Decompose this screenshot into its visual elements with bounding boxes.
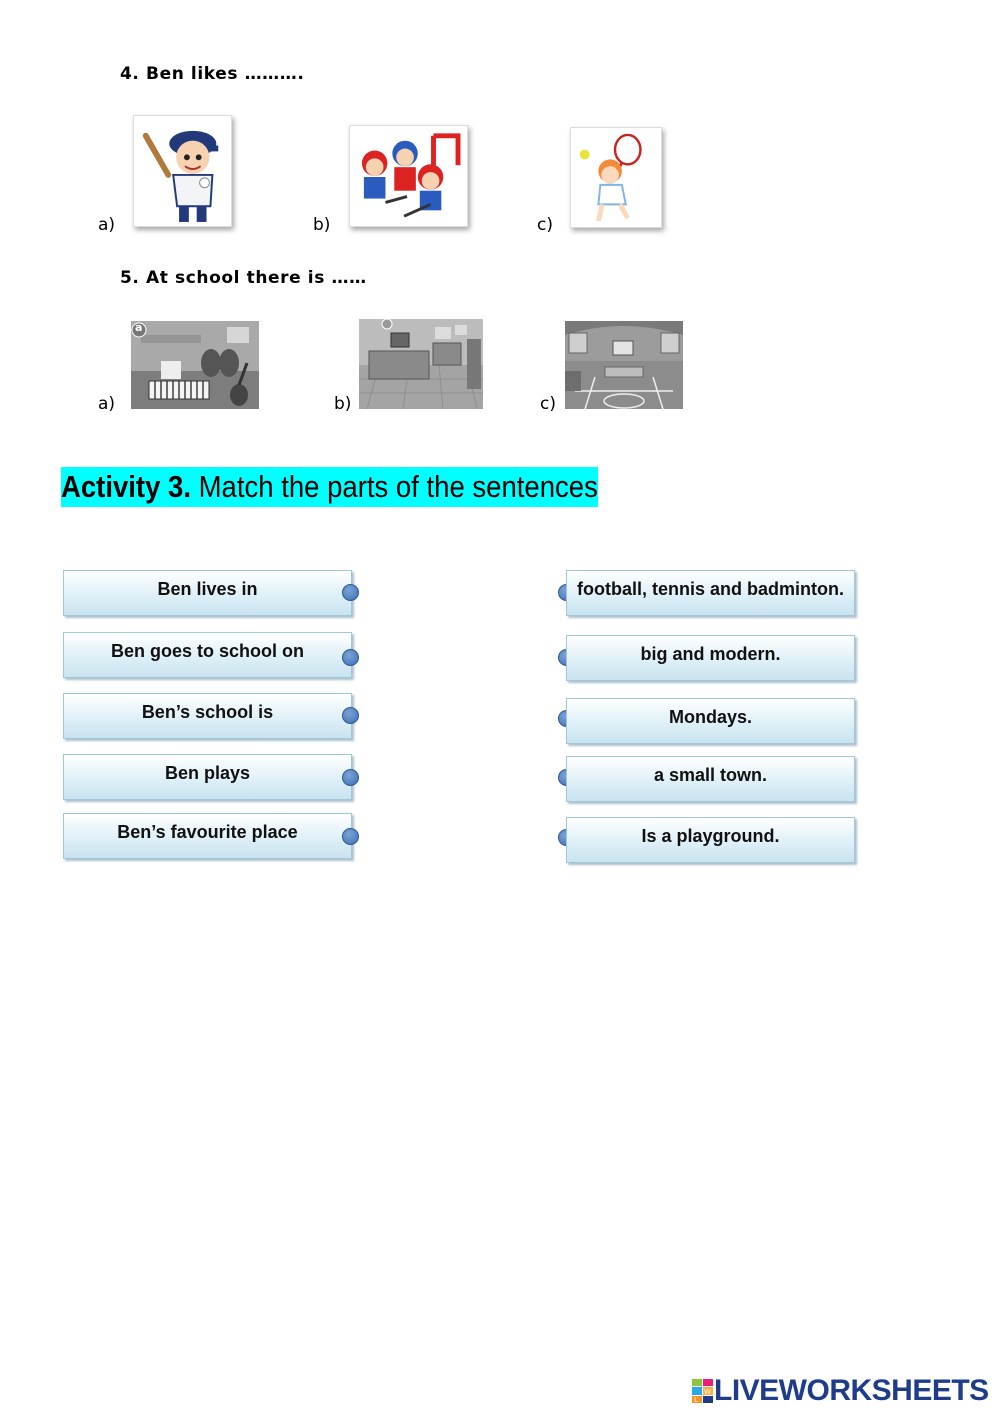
- match-left-3-text: Ben’s school is: [141, 702, 274, 722]
- match-left-4[interactable]: [63, 754, 352, 800]
- match-left-1-connector-dot[interactable]: [342, 584, 359, 601]
- match-left-4-text: Ben plays: [164, 763, 251, 783]
- match-left-5[interactable]: [63, 813, 352, 859]
- match-left-2[interactable]: [63, 632, 352, 678]
- match-left-3-connector-dot[interactable]: [342, 707, 359, 724]
- question-4-option-c-label: c): [537, 215, 553, 235]
- match-left-2-text: Ben goes to school on: [110, 641, 304, 661]
- music-room-image[interactable]: [131, 321, 259, 409]
- match-left-3[interactable]: [63, 693, 352, 739]
- question-5-option-c-label: c): [540, 394, 556, 414]
- match-left-5-connector-dot[interactable]: [342, 828, 359, 845]
- match-right-3-text: Mondays.: [668, 707, 752, 727]
- question-5-option-b-label: b): [334, 394, 352, 414]
- match-right-2[interactable]: [566, 635, 855, 681]
- match-left-4-connector-dot[interactable]: [342, 769, 359, 786]
- logo-icon-letter-l: L: [694, 1396, 698, 1404]
- match-right-3[interactable]: [566, 698, 855, 744]
- ice-hockey-icon: [350, 126, 467, 226]
- gym-hall-image[interactable]: [565, 321, 683, 409]
- match-right-4-text: a small town.: [653, 765, 768, 785]
- question-4-option-b-label: b): [313, 215, 331, 235]
- activity-3-instruction: Match the parts of the sentences: [190, 469, 598, 504]
- match-left-2-connector-dot[interactable]: [342, 649, 359, 666]
- liveworksheets-logo-text: LIVEWORKSHEETS: [714, 1374, 989, 1407]
- music-room-badge: a: [135, 321, 143, 334]
- match-left-1-text: Ben lives in: [157, 579, 258, 599]
- tennis-girl-image[interactable]: [570, 127, 662, 228]
- ice-hockey-kids-image[interactable]: [349, 125, 468, 227]
- music-room-icon: [131, 321, 259, 409]
- liveworksheets-logo[interactable]: [692, 1374, 989, 1408]
- match-right-1[interactable]: [566, 570, 855, 616]
- office-room-icon: [359, 319, 483, 409]
- office-room-image[interactable]: [359, 319, 483, 409]
- match-right-5-text: Is a playground.: [641, 826, 780, 846]
- baseball-boy-icon: [134, 116, 231, 226]
- match-left-5-text: Ben’s favourite place: [117, 822, 298, 842]
- gym-hall-icon: [565, 321, 683, 409]
- match-right-2-text: big and modern.: [640, 644, 781, 664]
- match-left-1[interactable]: [63, 570, 352, 616]
- liveworksheets-logo-icon: [692, 1378, 714, 1404]
- match-right-4[interactable]: [566, 756, 855, 802]
- logo-icon-letter-w: W: [704, 1388, 711, 1396]
- question-4-title: 4. Ben likes ……….: [120, 64, 305, 84]
- activity-3-heading: [61, 467, 598, 507]
- tennis-girl-icon: [571, 128, 661, 227]
- baseball-boy-image[interactable]: [133, 115, 232, 227]
- question-5-option-a-label: a): [98, 394, 116, 414]
- question-4-option-a-label: a): [98, 215, 116, 235]
- activity-3-label: Activity 3.: [61, 469, 191, 504]
- question-5-title: 5. At school there is ……: [120, 268, 367, 288]
- match-right-5[interactable]: [566, 817, 855, 863]
- match-right-1-text: football, tennis and badminton.: [577, 579, 844, 599]
